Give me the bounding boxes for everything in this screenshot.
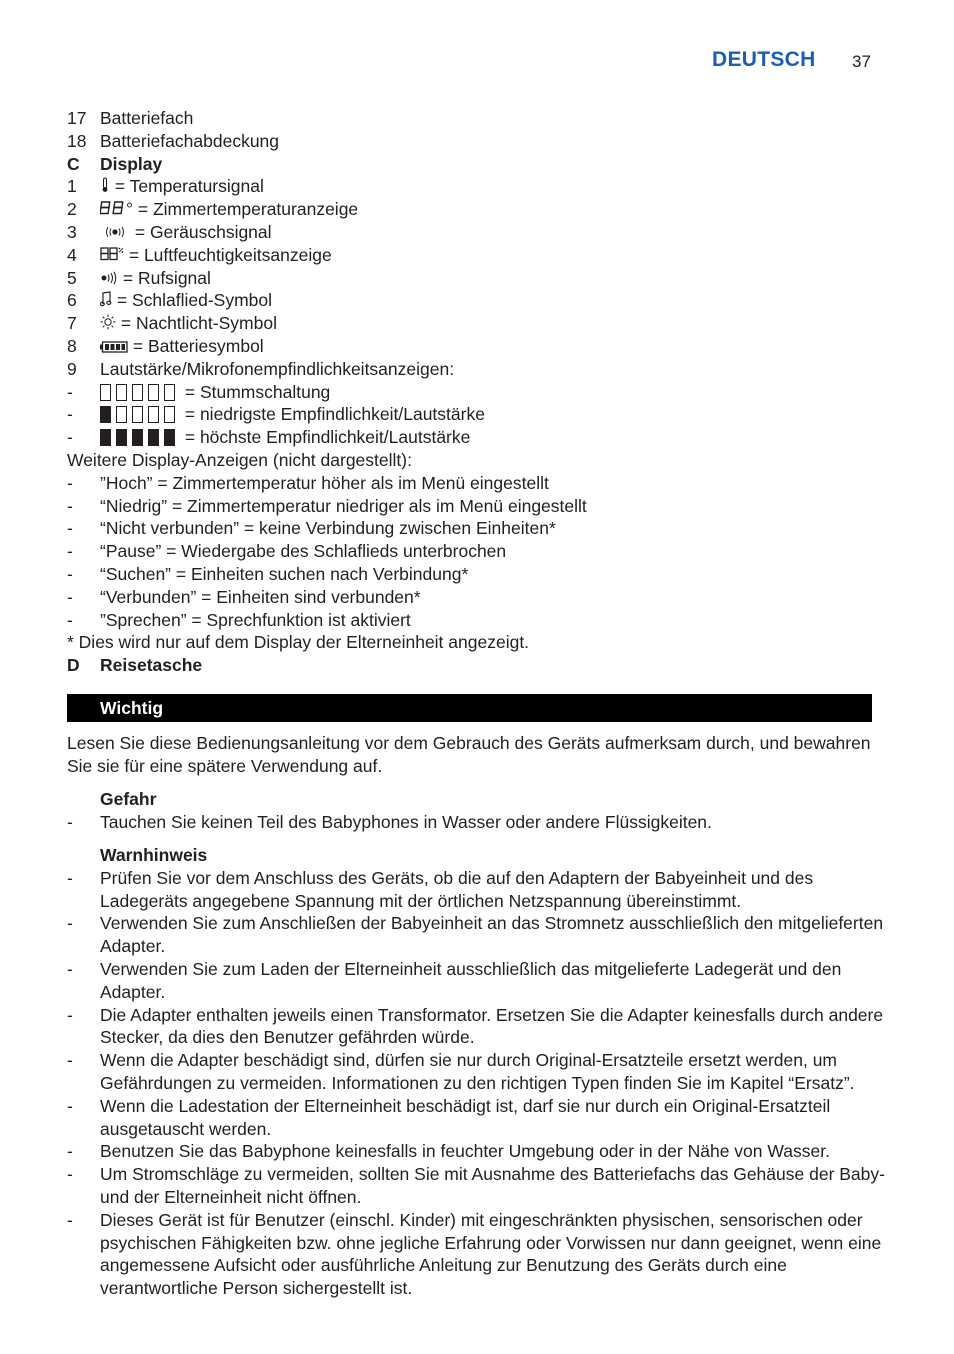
list-item: 2 ° = Zimmertemperaturanzeige: [67, 198, 887, 221]
warning-list: [67, 867, 892, 1300]
list-item: 6 = Schlaflied-Symbol: [67, 289, 887, 312]
level-square: [132, 429, 143, 446]
level-item: - = Stummschaltung: [67, 381, 331, 402]
list-item: - ”Hoch” = Zimmertemperatur höher als im Menü eingestellt: [67, 472, 549, 493]
list-item: 7 = Nachtlicht-Symbol: [67, 312, 887, 335]
level-square: [148, 406, 159, 423]
list-item: - Die Adapter enthalten jeweils einen Transformator. Ersetzen Sie die Adapter keinesfalls durch andere Stecker, da dies den Benutzer gefährden würde.: [67, 1004, 884, 1048]
list-item: - Dieses Gerät ist für Benutzer (einschl. Kinder) mit eingeschränkten physischen, sensorischen oder psychischen Fähigkeiten bzw. ohne jegliche Erfahrung oder Vorwissen nur dann geeignet, wenn eine angemessene Aufsicht oder ausführliche Anleitung zur Benutzung des Geräts durch eine verantwortliche Person sichergestellt ist.: [67, 1209, 882, 1299]
language-label: DEUTSCH: [712, 48, 816, 71]
list-item: - Wenn die Ladestation der Elterneinheit beschädigt ist, darf sie nur durch ein Original-Ersatzteil ausgetauscht werden.: [67, 1095, 831, 1139]
section-heading-bag: D Reisetasche: [67, 655, 203, 676]
list-item: 1 = Temperatursignal: [67, 175, 887, 198]
list-item: 9 Lautstärke/Mikrofonempfindlichkeitsanzeigen:: [67, 358, 455, 379]
section-heading-display: C Display: [67, 153, 163, 174]
page-number: 37: [852, 52, 871, 71]
list-item: - Verwenden Sie zum Anschließen der Babyeinheit an das Stromnetz ausschließlich den mitgelieferten Adapter.: [67, 913, 884, 957]
list-item: - “Suchen” = Einheiten suchen nach Verbindung*: [67, 563, 469, 584]
list-item: - ”Sprechen” = Sprechfunktion ist aktiviert: [67, 609, 411, 630]
call-signal-icon: [100, 268, 118, 291]
level-item: - = niedrigste Empfindlichkeit/Lautstärke: [67, 404, 485, 425]
list-item: - Prüfen Sie vor dem Anschluss des Geräts, ob die auf den Adaptern der Babyeinheit und des Ladegeräts angegebene Spannung mit der örtlichen Netzspannung übereinstimmt.: [67, 867, 814, 911]
list-item: 18 Batteriefachabdeckung: [67, 130, 280, 151]
danger-heading: Gefahr: [100, 789, 157, 809]
thermometer-icon: [100, 176, 110, 199]
level-square: [116, 406, 127, 423]
list-item: - “Verbunden” = Einheiten sind verbunden*: [67, 586, 421, 607]
seven-segment-88-icon: [100, 199, 126, 222]
list-item: - Tauchen Sie keinen Teil des Babyphones in Wasser oder andere Flüssigkeiten.: [67, 812, 712, 832]
level-square: [148, 384, 159, 401]
level-square: [116, 384, 127, 401]
list-item: - “Pause” = Wiedergabe des Schlaflieds unterbrochen: [67, 541, 507, 562]
safety-section: [67, 732, 892, 1300]
level-square: [164, 406, 175, 423]
volume-level-indicator: [100, 404, 180, 424]
list-item: 4 = Luftfeuchtigkeitsanzeige: [67, 244, 887, 267]
list-item: - Benutzen Sie das Babyphone keinesfalls in feuchter Umgebung oder in der Nähe von Wasser.: [67, 1141, 830, 1162]
level-square: [100, 406, 111, 423]
paragraph: Weitere Display-Anzeigen (nicht dargestellt):: [67, 449, 412, 470]
music-note-icon: [100, 290, 112, 313]
list-item: 17 Batteriefach: [67, 108, 194, 128]
intro-paragraph: Lesen Sie diese Bedienungsanleitung vor dem Gebrauch des Geräts aufmerksam durch, und bewahren Sie sie für eine spätere Verwendung auf.: [67, 733, 871, 776]
sound-signal-icon: [100, 222, 130, 245]
list-item: - “Niedrig” = Zimmertemperatur niedriger als im Menü eingestellt: [67, 495, 587, 516]
level-square: [116, 429, 127, 446]
section-heading-important: Wichtig: [67, 694, 872, 722]
volume-level-indicator: [100, 427, 180, 447]
list-item: 8 = Batteriesymbol: [67, 335, 887, 358]
warning-heading: Warnhinweis: [100, 844, 208, 865]
parts-list: [67, 107, 887, 677]
level-square: [100, 429, 111, 446]
list-item: - “Nicht verbunden” = keine Verbindung zwischen Einheiten*: [67, 518, 556, 539]
list-item: 3 = Geräuschsignal: [67, 221, 887, 244]
nightlight-icon: [100, 313, 116, 336]
list-item: 5 = Rufsignal: [67, 267, 887, 290]
humidity-88-percent-icon: [100, 245, 124, 268]
level-square: [132, 406, 143, 423]
level-square: [164, 384, 175, 401]
level-square: [164, 429, 175, 446]
list-item: - Verwenden Sie zum Laden der Elterneinheit ausschließlich das mitgelieferte Ladegerät und den Adapter.: [67, 958, 842, 1002]
page-header: [0, 46, 954, 76]
list-item: - Wenn die Adapter beschädigt sind, dürfen sie nur durch Original-Ersatzteile ersetzt werden, um Gefährdungen zu vermeiden. Informationen zu den richtigen Typen finden Sie im Kapitel “Ersatz”.: [67, 1050, 855, 1093]
footnote: * Dies wird nur auf dem Display der Elterneinheit angezeigt.: [67, 632, 530, 653]
level-item: - = höchste Empfindlichkeit/Lautstärke: [67, 427, 471, 448]
level-square: [148, 429, 159, 446]
level-square: [100, 384, 111, 401]
list-item: - Um Stromschläge zu vermeiden, sollten Sie mit Ausnahme des Batteriefachs das Gehäuse der Baby- und der Elterneinheit nicht öffnen.: [67, 1164, 885, 1207]
more-display-list: [67, 472, 887, 632]
battery-icon: [100, 336, 128, 359]
volume-level-indicator: [100, 382, 180, 402]
level-square: [132, 384, 143, 401]
